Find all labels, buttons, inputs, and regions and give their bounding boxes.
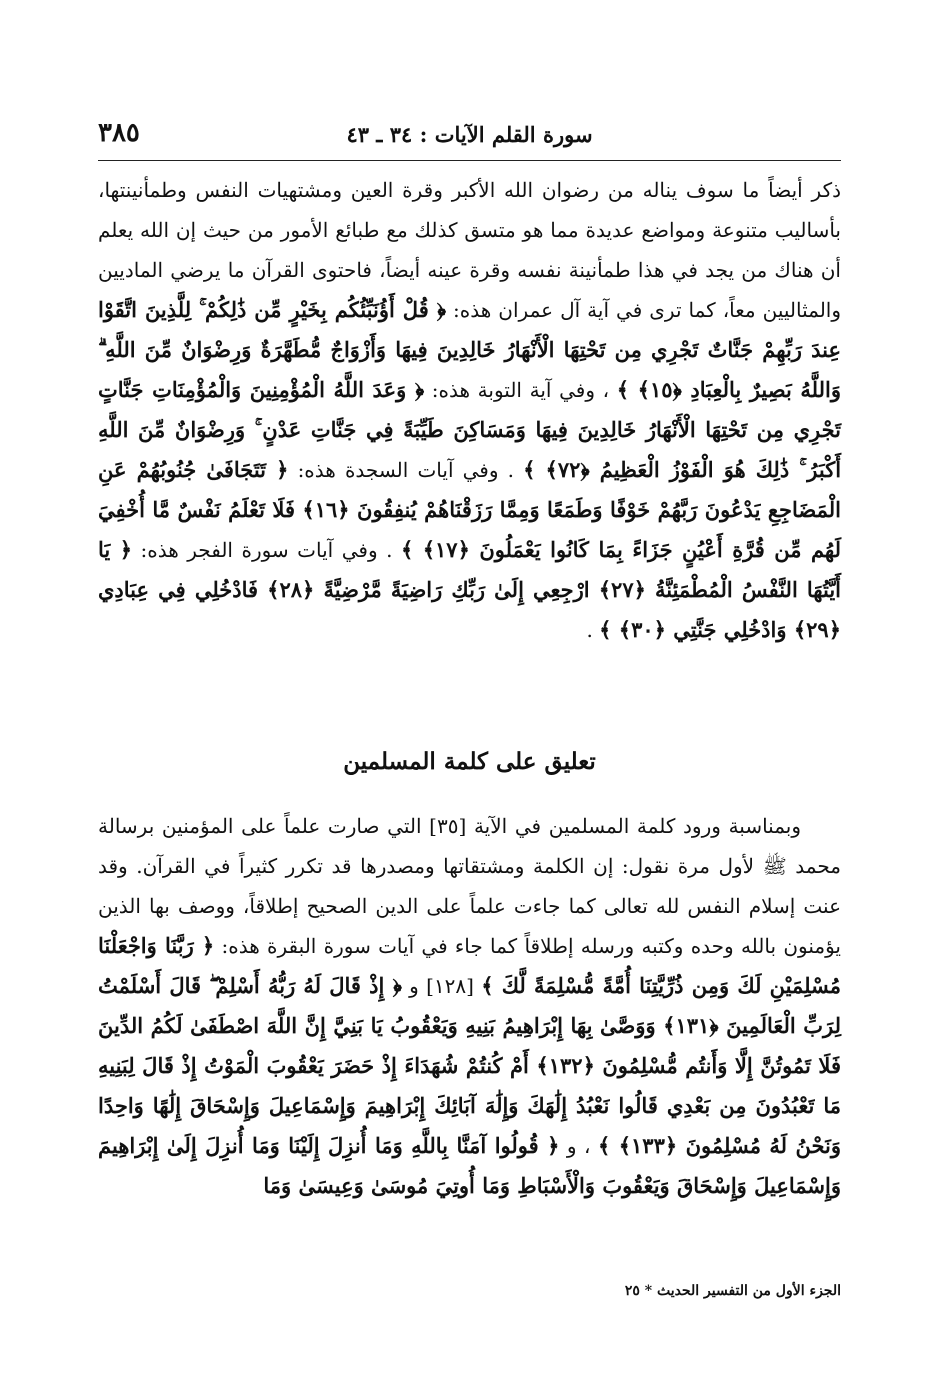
main-text-block — [98, 170, 841, 650]
paragraph-text: و — [409, 974, 419, 998]
book-page — [98, 108, 841, 1348]
paragraph-text: وبمناسبة ورود كلمة المسلمين في الآية [٣٥] التي صارت علماً على المؤمنين برسالة محمد ﷺ لأول مرة نقول: إن الكلمة ومشتقاتها ومصدرها قد تكرر كثيراً في القرآن. وقد عنت إسلام النفس لله تعالى كما جاءت علماً على الدين الصحيح إطلاقاً، ووصف بها الذين يؤمنون بالله وحده وكتبه ورسله إطلاقاً كما جاء في آيات سورة البقرة هذه: — [98, 814, 841, 958]
header-title: سورة القلم الآيات : ٣٤ ـ ٤٣ — [346, 122, 593, 147]
section-heading: تعليق على كلمة المسلمين — [343, 748, 596, 775]
running-header — [98, 108, 841, 158]
paragraph-text: . — [586, 618, 593, 642]
quran-verse-fajr: ﴿ يَا أَيَّتُهَا النَّفْسُ الْمُطْمَئِنَّةُ ﴿٢٧﴾ ارْجِعِي إِلَىٰ رَبِّكِ رَاضِيَةً مَّرْضِيَّةً ﴿٢٨﴾ فَادْخُلِي فِي عِبَادِي ﴿٢٩﴾ وَادْخُلِي جَنَّتِي ﴿٣٠﴾ ﴾ — [98, 537, 841, 642]
paragraph-text: ، وفي آية التوبة هذه: — [431, 378, 610, 402]
quran-verse-tawbah: ﴿ وَعَدَ اللَّهُ الْمُؤْمِنِينَ وَالْمُؤْمِنَاتِ جَنَّاتٍ تَجْرِي مِن تَحْتِهَا الْأَنْهَارُ خَالِدِينَ فِيهَا وَمَسَاكِنَ طَيِّبَةً فِي جَنَّاتِ عَدْنٍ ۚ وَرِضْوَانٌ مِّنَ اللَّهِ أَكْبَرُ ۚ ذَٰلِكَ هُوَ الْفَوْزُ الْعَظِيمُ ﴿٧٢﴾ ﴾ — [98, 377, 842, 482]
verse-reference: [١٢٨] — [426, 974, 474, 998]
paragraph — [98, 806, 841, 1206]
header-rule — [98, 160, 841, 161]
paragraph-text: ذكر أيضاً ما سوف يناله من رضوان الله الأكبر وقرة العين ومشتهيات النفس وطمأنينتها، بأساليب متنوعة ومواضع عديدة مما هو متسق كذلك مع طبائع الأمور من حيث إن الله يعلم أن هناك من يجد في هذا طمأنينة نفسه وقرة عينه أيضاً، فاحتوى القرآن ما يرضي الماديين والمثاليين معاً، كما ترى في آية آل عمران هذه: — [98, 178, 842, 322]
paragraph-text: ، و — [566, 1134, 591, 1158]
paragraph — [98, 170, 841, 650]
quran-verse-baqarah-136: ﴿ قُولُوا آمَنَّا بِاللَّهِ وَمَا أُنزِلَ إِلَيْنَا وَمَا أُنزِلَ إِلَىٰ إِبْرَاهِيمَ وَإِسْمَاعِيلَ وَإِسْحَاقَ وَيَعْقُوبَ وَالْأَسْبَاطِ وَمَا أُوتِيَ مُوسَىٰ وَعِيسَىٰ وَمَا — [98, 1133, 841, 1198]
page-footer: الجزء الأول من التفسير الحديث * ٢٥ — [624, 1283, 841, 1299]
quran-verse-al-imran: ﴿ قُلْ أَؤُنَبِّئُكُم بِخَيْرٍ مِّن ذَٰلِكُمْ ۚ لِلَّذِينَ اتَّقَوْا عِندَ رَبِّهِمْ جَنَّاتٌ تَجْرِي مِن تَحْتِهَا الْأَنْهَارُ خَالِدِينَ فِيهَا وَأَزْوَاجٌ مُّطَهَّرَةٌ وَرِضْوَانٌ مِّنَ اللَّهِ ۗ وَاللَّهُ بَصِيرٌ بِالْعِبَادِ ﴿١٥﴾ ﴾ — [98, 297, 842, 402]
page-number: ٣٨٥ — [98, 118, 140, 148]
quran-verse-baqarah-131-133: ﴿ إِذْ قَالَ لَهُ رَبُّهُ أَسْلِمْ ۖ قَالَ أَسْلَمْتُ لِرَبِّ الْعَالَمِينَ ﴿١٣١﴾ وَوَصَّىٰ بِهَا إِبْرَاهِيمُ بَنِيهِ وَيَعْقُوبُ يَا بَنِيَّ إِنَّ اللَّهَ اصْطَفَىٰ لَكُمُ الدِّينَ فَلَا تَمُوتُنَّ إِلَّا وَأَنتُم مُّسْلِمُونَ ﴿١٣٢﴾ أَمْ كُنتُمْ شُهَدَاءَ إِذْ حَضَرَ يَعْقُوبَ الْمَوْتُ إِذْ قَالَ لِبَنِيهِ مَا تَعْبُدُونَ مِن بَعْدِي قَالُوا نَعْبُدُ إِلَٰهَكَ وَإِلَٰهَ آبَائِكَ إِبْرَاهِيمَ وَإِسْمَاعِيلَ وَإِسْحَاقَ إِلَٰهًا وَاحِدًا وَنَحْنُ لَهُ مُسْلِمُونَ ﴿١٣٣﴾ ﴾ — [98, 973, 842, 1158]
paragraph-text: . وفي آيات السجدة هذه: — [297, 458, 515, 482]
quran-verse-sajdah: ﴿ تَتَجَافَىٰ جُنُوبُهُمْ عَنِ الْمَضَاجِعِ يَدْعُونَ رَبَّهُمْ خَوْفًا وَطَمَعًا وَمِمَّا رَزَقْنَاهُمْ يُنفِقُونَ ﴿١٦﴾ فَلَا تَعْلَمُ نَفْسٌ مَّا أُخْفِيَ لَهُم مِّن قُرَّةِ أَعْيُنٍ جَزَاءً بِمَا كَانُوا يَعْمَلُونَ ﴿١٧﴾ ﴾ — [98, 457, 842, 562]
quran-verse-baqarah-128: ﴿ رَبَّنَا وَاجْعَلْنَا مُسْلِمَيْنِ لَكَ وَمِن ذُرِّيَّتِنَا أُمَّةً مُّسْلِمَةً لَّكَ ﴾ — [98, 933, 842, 998]
paragraph-text: . وفي آيات سورة الفجر هذه: — [140, 538, 393, 562]
section-text-block — [98, 806, 841, 1206]
